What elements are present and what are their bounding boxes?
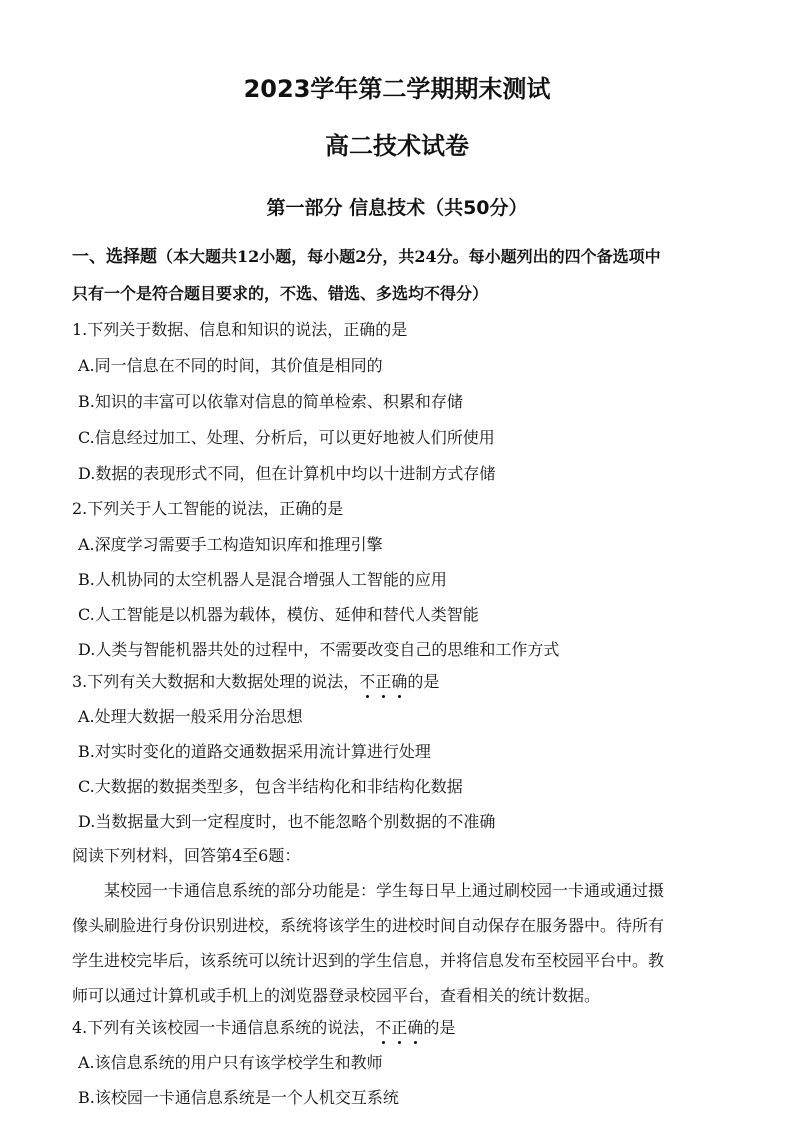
question-2-option-d: D.人类与智能机器共处的过程中，不需要改变自己的思维和工作方式 bbox=[78, 640, 560, 659]
emphasis-char: 确 bbox=[407, 1018, 424, 1037]
question-2-option-b: B.人机协同的太空机器人是混合增强人工智能的应用 bbox=[78, 570, 447, 589]
question-3-option-a: A.处理大数据一般采用分治思想 bbox=[78, 707, 303, 726]
question-1-option-c: C.信息经过加工、处理、分析后，可以更好地被人们所使用 bbox=[78, 428, 495, 447]
question-4-option-b: B.该校园一卡通信息系统是一个人机交互系统 bbox=[78, 1088, 399, 1107]
question-4-stem bbox=[72, 1018, 455, 1038]
question-3-option-c: C.大数据的数据类型多，包含半结构化和非结构化数据 bbox=[78, 777, 463, 796]
section-heading-lead: 一、选择题 bbox=[72, 247, 157, 267]
exam-subtitle: 高二技术试卷 bbox=[325, 132, 469, 160]
question-3-option-d: D.当数据量大到一定程度时，也不能忽略个别数据的不准确 bbox=[78, 812, 496, 831]
emphasis-char: 确 bbox=[391, 672, 408, 691]
emphasis-char: 正 bbox=[375, 672, 392, 691]
question-1-option-a: A.同一信息在不同的时间，其价值是相同的 bbox=[78, 356, 383, 375]
emphasis-char: 正 bbox=[391, 1018, 408, 1037]
question-2-option-c: C.人工智能是以机器为载体，模仿、延伸和替代人类智能 bbox=[78, 605, 479, 624]
question-4-stem-prefix: 4.下列有关该校园一卡通信息系统的说法， bbox=[72, 1018, 376, 1037]
question-1-option-d: D.数据的表现形式不同，但在计算机中均以十进制方式存储 bbox=[78, 464, 496, 483]
material-line-1: 某校园一卡通信息系统的部分功能是：学生每日早上通过刷校园一卡通或通过摄 bbox=[104, 881, 665, 900]
question-3-option-b: B.对实时变化的道路交通数据采用流计算进行处理 bbox=[78, 742, 431, 761]
emphasis-char: 不 bbox=[359, 672, 376, 691]
question-1-option-b: B.知识的丰富可以依靠对信息的简单检索、积累和存储 bbox=[78, 392, 463, 411]
emphasis-char: 不 bbox=[375, 1018, 392, 1037]
question-1-stem: 1.下列关于数据、信息和知识的说法，正确的是 bbox=[72, 320, 408, 339]
exam-title: 2023学年第二学期期末测试 bbox=[243, 75, 551, 103]
material-intro: 阅读下列材料，回答第4至6题： bbox=[72, 846, 301, 865]
question-3-stem-prefix: 3.下列有关大数据和大数据处理的说法， bbox=[72, 672, 360, 691]
question-2-option-a: A.深度学习需要手工构造知识库和推理引擎 bbox=[78, 535, 383, 554]
section-heading-note: （本大题共12小题，每小题2分，共24分。每小题列出的四个备选项中 bbox=[157, 247, 661, 266]
material-line-3: 学生进校完毕后，该系统可以统计迟到的学生信息，并将信息发布至校园平台中。教 bbox=[72, 951, 665, 970]
material-line-2: 像头刷脸进行身份识别进校，系统将该学生的进校时间自动保存在服务器中。待所有 bbox=[72, 916, 665, 935]
question-3-stem-suffix: 的是 bbox=[407, 672, 440, 691]
question-2-stem: 2.下列关于人工智能的说法，正确的是 bbox=[72, 499, 344, 518]
part-title: 第一部分 信息技术（共50分） bbox=[266, 197, 528, 219]
section-heading bbox=[72, 247, 661, 267]
question-4-stem-suffix: 的是 bbox=[423, 1018, 456, 1037]
question-4-option-a: A.该信息系统的用户只有该学校学生和教师 bbox=[78, 1053, 383, 1072]
material-line-4: 师可以通过计算机或手机上的浏览器登录校园平台，查看相关的统计数据。 bbox=[72, 986, 601, 1005]
question-3-stem bbox=[72, 672, 439, 692]
section-heading-note-line2: 只有一个是符合题目要求的，不选、错选、多选均不得分） bbox=[72, 284, 489, 303]
